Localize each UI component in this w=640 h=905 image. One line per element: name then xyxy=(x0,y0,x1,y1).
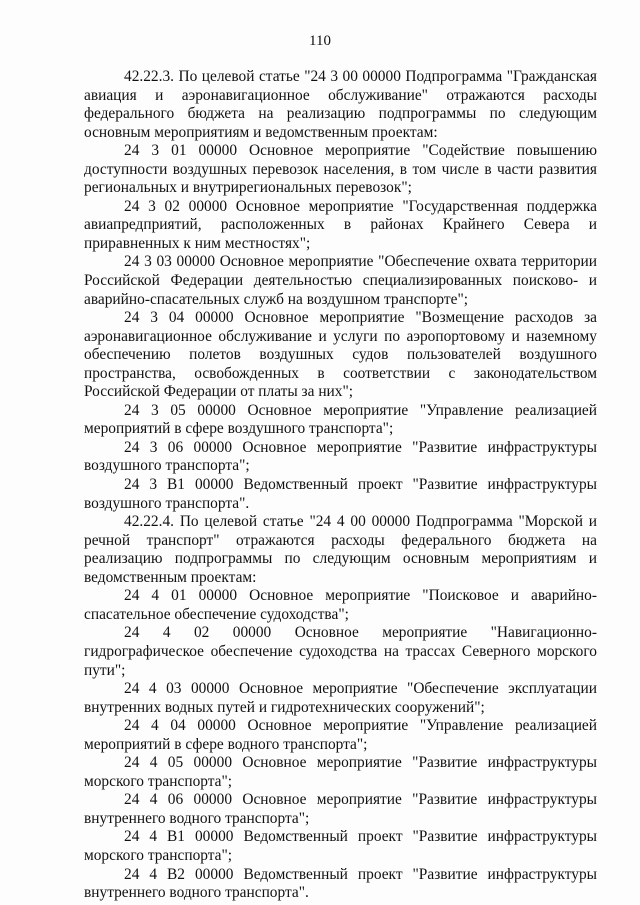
paragraph-24-3-01: 24 3 01 00000 Основное мероприятие "Содействие повышению доступности воздушных перевозок населения, в том числе в части развития региональных и внутрирегиональных перевозок"; xyxy=(84,142,597,197)
paragraph-24-3-v1: 24 3 В1 00000 Ведомственный проект "Развитие инфраструктуры воздушного транспорта". xyxy=(84,476,597,512)
paragraph-24-4-04: 24 4 04 00000 Основное мероприятие "Управление реализацией мероприятий в сфере водного транспорта"; xyxy=(84,717,597,753)
paragraph-24-4-02: 24 4 02 00000 Основное мероприятие "Навигационно-гидрографическое обеспечение судоходства на трассах Северного морского пути"; xyxy=(84,624,597,679)
paragraph-24-4-03: 24 4 03 00000 Основное мероприятие "Обеспечение эксплуатации внутренних водных путей и гидротехнических сооружений"; xyxy=(84,680,597,716)
paragraph-24-3-06: 24 3 06 00000 Основное мероприятие "Развитие инфраструктуры воздушного транспорта"; xyxy=(84,438,597,475)
paragraph-24-3-03: 24 3 03 00000 Основное мероприятие "Обеспечение охвата территории Российской Федерации деятельностью специализированных поисково- и аварийно-спасательных служб на воздушном транспорте"; xyxy=(84,253,597,308)
paragraph-42-22-3: 42.22.3. По целевой статье "24 3 00 00000 Подпрограмма "Гражданская авиация и аэронавигационное обслуживание" отражаются расходы федерального бюджета на реализацию подпрограммы по следующим основным мероприятиям и ведомственным проектам: xyxy=(84,68,597,141)
paragraph-24-4-06: 24 4 06 00000 Основное мероприятие "Развитие инфраструктуры внутреннего водного транспорта"; xyxy=(84,791,597,827)
paragraph-24-4-01: 24 4 01 00000 Основное мероприятие "Поисковое и аварийно-спасательное обеспечение судоходства"; xyxy=(84,587,597,623)
paragraph-24-4-05: 24 4 05 00000 Основное мероприятие "Развитие инфраструктуры морского транспорта"; xyxy=(84,754,597,790)
paragraph-24-3-02: 24 3 02 00000 Основное мероприятие "Государственная поддержка авиапредприятий, расположенных в районах Крайнего Севера и приравненных к ним местностях"; xyxy=(84,197,597,252)
paragraph-24-4-v2: 24 4 В2 00000 Ведомственный проект "Развитие инфраструктуры внутреннего водного транспорта". xyxy=(84,865,597,902)
page-number: 110 xyxy=(309,33,331,49)
document-body xyxy=(84,68,597,903)
paragraph-24-4-v1: 24 4 В1 00000 Ведомственный проект "Развитие инфраструктуры морского транспорта"; xyxy=(84,828,597,864)
paragraph-42-22-4: 42.22.4. По целевой статье "24 4 00 00000 Подпрограмма "Морской и речной транспорт" отражаются расходы федерального бюджета на реализацию подпрограммы по следующим основным мероприятиям и ведомственным проектам: xyxy=(84,513,597,586)
paragraph-24-3-04: 24 3 04 00000 Основное мероприятие "Возмещение расходов за аэронавигационное обслуживание и услуги по аэропортовому и наземному обеспечению полетов воздушных судов пользователей воздушного пространства, освобожденных в соответствии с законодательством Российской Федерации от платы за них"; xyxy=(84,309,597,401)
paragraph-24-3-05: 24 3 05 00000 Основное мероприятие "Управление реализацией мероприятий в сфере воздушного транспорта"; xyxy=(84,401,597,438)
